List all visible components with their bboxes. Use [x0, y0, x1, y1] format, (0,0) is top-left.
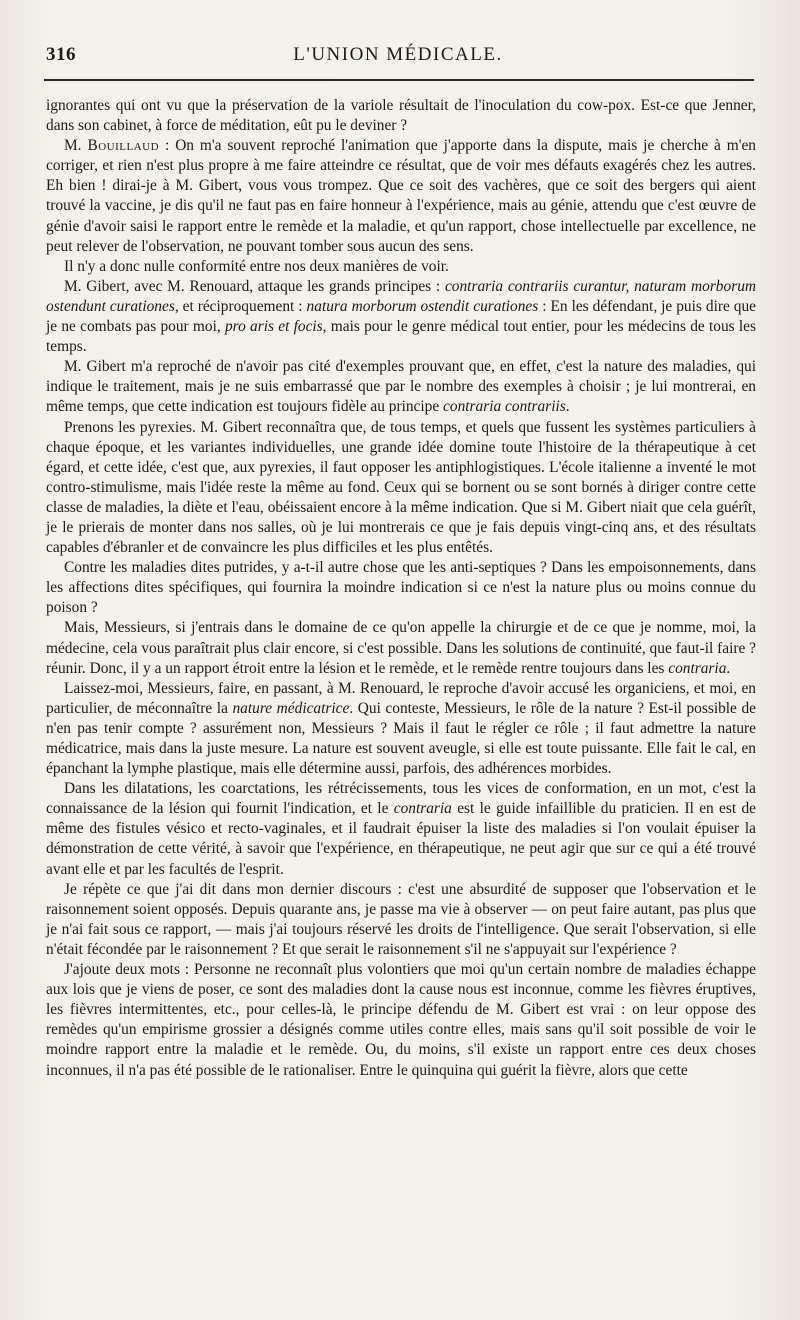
paragraph	[46, 558, 756, 618]
text-run: M. Gibert, avec M. Renouard, attaque les grands principes :	[64, 277, 445, 295]
text-run: Dans les dilatations, les coarctations, les rétrécissements, tous les vices de conformation, en un mot, c'est la connaissance de la lésion qui fournit l'indication, et le	[46, 780, 756, 818]
italic-phrase: nature médicatrice	[232, 699, 350, 717]
italic-phrase: contraria contrariis curantur, naturam morborum ostendunt curationes	[46, 277, 757, 315]
page-number: 316	[46, 44, 76, 65]
running-title: L'UNION MÉDICALE.	[293, 44, 503, 65]
paragraph	[46, 960, 756, 1081]
text-run: Il n'y a donc nulle conformité entre nos deux manières de voir.	[64, 257, 449, 275]
text-run: Prenons les pyrexies. M. Gibert reconnaîtra que, de tous temps, et quels que fussent les systèmes particuliers à chaque époque, et les variantes individuelles, une grande idée domine toute l'histoire de la thérapeutique à cet égard, et cette idée, c'est que, aux pyrexies, il faut opposer les antiphlogistiques. L'école italienne a inventé le mot contro-stimulisme, mais l'idée reste la même au fond. Ceux qui se bornent ou se sont bornés à diriger contre cette classe de maladies, la diète et l'eau, obéissaient encore à la même indication. Que si M. Gibert niait que cela guérît, je le prierais de monter dans nos salles, où je lui montrerais ce que je fais depuis vingt-cinq ans, et des résultats capables d'ébranler et de convaincre les plus difficiles et les plus entêtés.	[46, 418, 756, 557]
italic-phrase: contraria	[393, 800, 452, 818]
paragraph	[46, 880, 756, 960]
paragraph	[46, 418, 756, 559]
paragraph	[46, 277, 756, 357]
text-run: . Qui conteste, Messieurs, le rôle de la nature ? Est-il possible de n'en pas tenir compte ? assurément non, Messieurs ? Mais il faut le régler ce rôle ; il faut admettre la nature médicatrice, mais dans la juste mesure. La nature est souvent aveugle, si elle est toute puissante. Elle fait le cal, en épanchant la lymphe plastique, mais elle détermine aussi, parfois, des adhérences morbides.	[46, 699, 756, 778]
text-run: Mais, Messieurs, si j'entrais dans le domaine de ce qu'on appelle la chirurgie et de ce que je nomme, moi, la médecine, cela vous paraîtrait plus clair encore, si c'est possible. Dans les solutions de continuité, que faut-il faire ? réunir. Donc, il y a un rapport étroit entre la lésion et le remède, et le remède rentre toujours dans les	[46, 619, 756, 677]
text-run: .	[726, 659, 731, 677]
italic-phrase: contraria contrariis	[443, 398, 566, 416]
paragraph	[46, 618, 756, 678]
header-rule	[44, 79, 754, 82]
text-run: M.	[64, 137, 88, 155]
paragraph	[46, 136, 756, 257]
text-run: Laissez-moi, Messieurs, faire, en passant, à M. Renouard, le reproche d'avoir accusé les organiciens, et moi, en particulier, de méconnaître la	[46, 679, 756, 717]
page-header	[46, 44, 750, 74]
text-run: M. Gibert m'a reproché de n'avoir pas cité d'exemples prouvant que, en effet, c'est la nature des maladies, qui indique le traitement, mais je ne suis embarrassé que par le nombre des exemples à choisir ; je lui montrerai, en même temps, que cette indication est toujours fidèle au principe	[46, 358, 756, 416]
italic-phrase: contraria	[668, 659, 727, 677]
paragraph	[46, 96, 756, 136]
text-run: : On m'a souvent reproché l'animation que j'apporte dans la dispute, mais je cherche à m'en corriger, et rien n'est plus propre à me faire atteindre ce résultat, que de voir mes défauts exagérés chez les autres. Eh bien ! dirai-je à M. Gibert, vous vous trompez. Que ce soit des vachères, que ce soit des bergers qui aient trouvé la vaccine, je dis qu'il ne faut pas en faire honneur à l'expérience, mais au génie, attendu que c'est œuvre de génie d'avoir saisi le rapport entre le remède et la maladie, et qu'un rapport, chose intellectuelle par excellence, ne peut relever de l'observation, ne pouvant tomber sous aucun des sens.	[46, 137, 756, 255]
italic-phrase: natura morborum ostendit curationes	[306, 297, 539, 315]
text-run: .	[565, 398, 570, 416]
paragraph	[46, 679, 756, 779]
text-run: J'ajoute deux mots : Personne ne reconnaît plus volontiers que moi qu'un certain nombre de maladies échappe aux lois que je viens de poser, ce sont des maladies dont la cause nous est inconnue, comme les fièvres éruptives, les fièvres intermittentes, etc., pour celles-là, le principe défendu de M. Gibert est vrai : on leur oppose des remèdes qu'un empirisme grossier a désignés comme utiles contre elles, mais sans qu'il soit possible de voir le moindre rapport entre la maladie et le remède. Ou, du moins, s'il existe un rapport entre ces deux choses inconnues, il n'a pas été possible de le rationaliser. Entre le quinquina qui guérit la fièvre, alors que cette	[46, 961, 756, 1079]
text-run: est le guide infaillible du praticien. Il en est de même des fistules vésico et recto-vaginales, et il faudrait épuiser la liste des maladies si l'on voulait épuiser la démonstration de cette vérité, à savoir que l'expérience, en thérapeutique, ne peut agir que sur ce qui a été trouvé avant elle et par les facultés de l'esprit.	[46, 800, 756, 878]
paragraph	[46, 357, 756, 417]
text-run: ignorantes qui ont vu que la préservation de la variole résultait de l'inoculation du cow-pox. Est-ce que Jenner, dans son cabinet, à force de méditation, eût pu le deviner ?	[46, 97, 756, 135]
speaker-name: Bouillaud	[87, 137, 160, 155]
text-run: , mais pour le genre médical tout entier, pour les médecins de tous les temps.	[46, 318, 757, 356]
text-run: Je répète ce que j'ai dit dans mon dernier discours : c'est une absurdité de supposer que l'observation et le raisonnement soient opposés. Depuis quarante ans, je passe ma vie à observer — on peut faire autant, pas plus que je n'ai fait sous ce rapport, — mais j'ai toujours réservé les droits de l'intelligence. Que serait l'observation, si elle n'était fécondée par le raisonnement ? Et que serait le raisonnement s'il ne s'appuyait sur l'expérience ?	[46, 880, 756, 958]
italic-phrase: pro aris et focis	[224, 318, 323, 336]
paragraph	[46, 779, 756, 879]
body-text	[46, 96, 756, 1081]
text-run: Contre les maladies dites putrides, y a-t-il autre chose que les anti-septiques ? Dans les empoisonnements, dans les affections dites spécifiques, qui fournira la moindre indication si ce n'est la nature plus ou moins connue du poison ?	[46, 559, 756, 617]
paragraph	[46, 257, 756, 277]
text-run: , et réciproquement :	[174, 297, 307, 315]
text-run: : En les défendant, je puis dire que je ne combats pas pour moi,	[46, 297, 757, 336]
